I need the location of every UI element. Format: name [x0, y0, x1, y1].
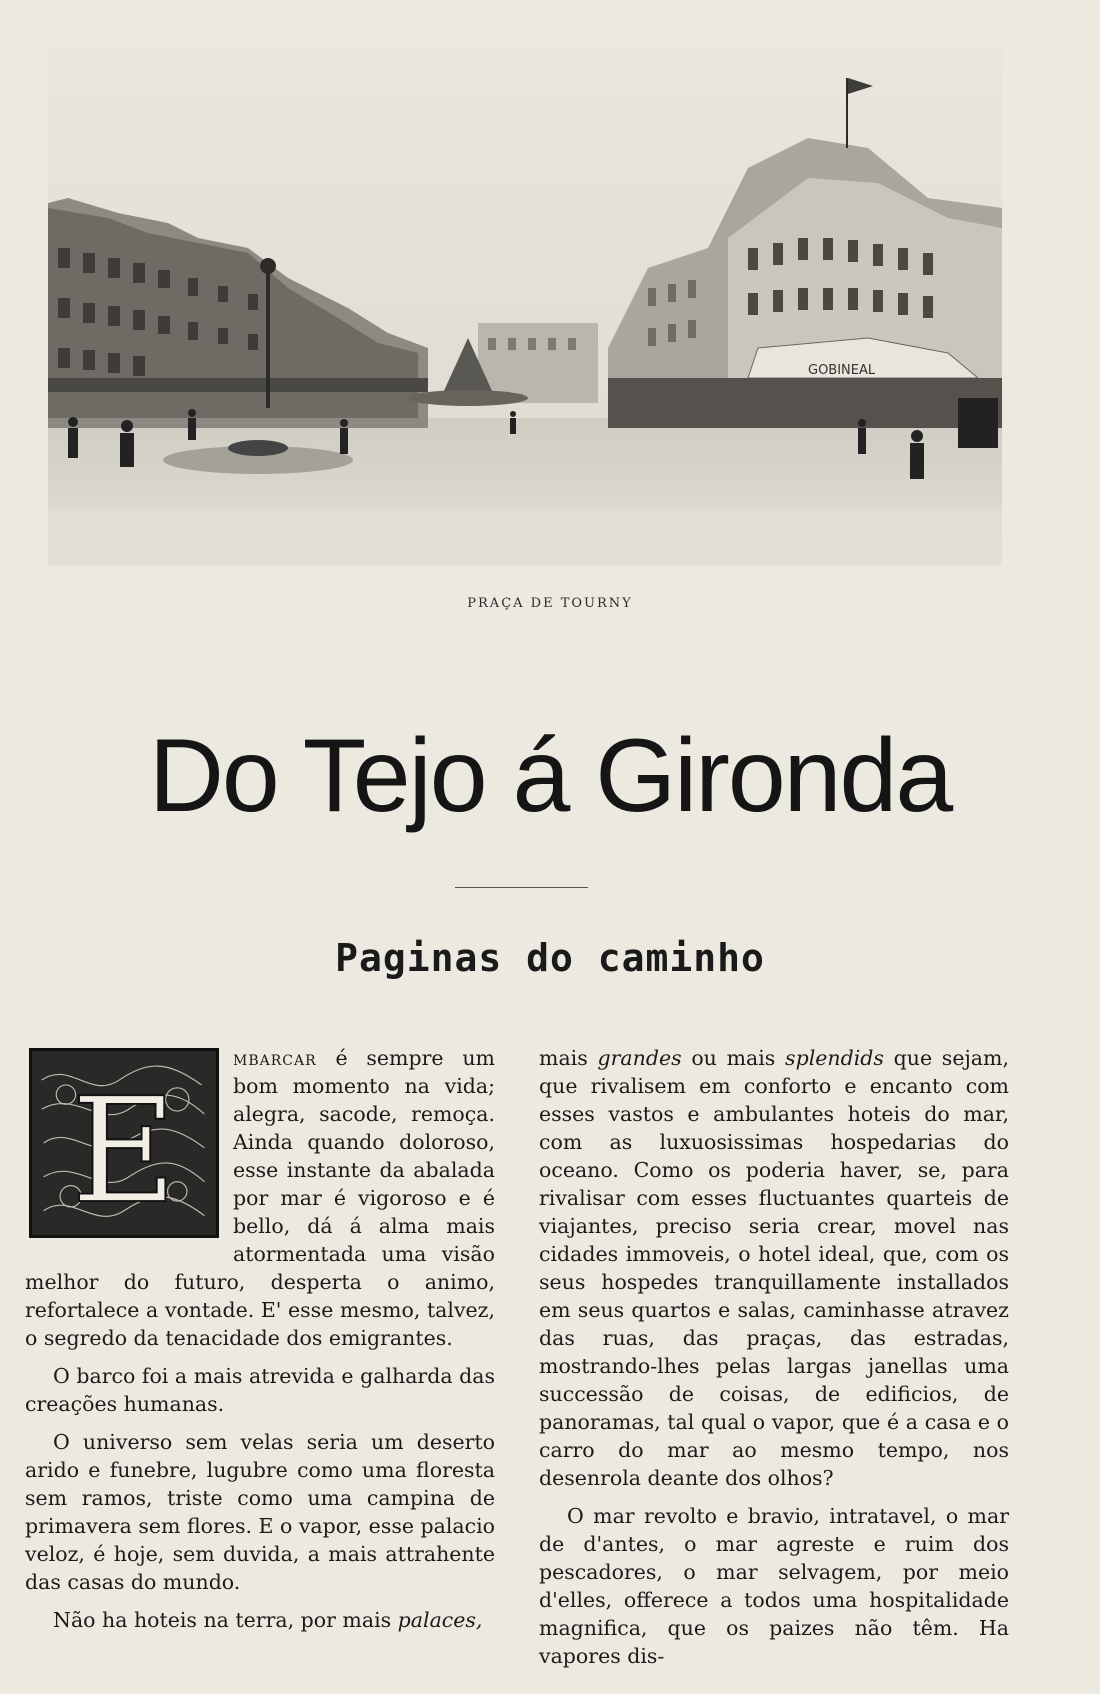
paragraph-4-italic: palaces, — [397, 1608, 483, 1632]
street-photo-illustration — [48, 48, 1002, 566]
photo-caption: PRAÇA DE TOURNY — [467, 596, 633, 611]
street-photo — [48, 48, 1002, 566]
article-subtitle: Paginas do caminho — [335, 936, 765, 980]
paragraph-2: O barco foi a mais atrevida e galharda das creações humanas. — [25, 1364, 495, 1416]
paragraph-4-text: Não ha hoteis na terra, por mais — [53, 1608, 398, 1632]
p5-c: ou mais — [681, 1046, 786, 1070]
paragraph-4 — [25, 1606, 495, 1634]
shop-sign: GOBINEAL — [808, 363, 876, 378]
left-column — [25, 1044, 495, 1634]
dropcap-letter: E — [70, 1067, 178, 1235]
paragraph-1-text: é sempre um bom momento na vida; alegra, sacode, remoça. Ainda quando doloroso, esse instante da abalada por mar é vigoroso e é bello, dá á alma mais atormentada uma visão melhor do futuro, desperta o animo, refortalece a vontade. E' esse mesmo, talvez, o segredo da tenacidade dos emigrantes. — [25, 1046, 495, 1350]
p5-e: que sejam, que rivalisem em conforto e encanto com esses vastos e ambulantes hoteis do mar, com as luxuosissimas hospedarias do oceano. Como os poderia haver, se, para rivalisar com esses fluctuantes quarteis de viajantes, preciso seria crear, movel nas cidades immoveis, o hotel ideal, que, com os seus hospedes tranquillamente installados em seus quartos e salas, caminhasse atravez das ruas, das praças, das estradas, mostrando-lhes pelas largas janellas uma successão de coisas, de edificios, de panoramas, tal qual o vapor, que é a casa e o carro do mar ao mesmo tempo, nos desenrola deante dos olhos? — [539, 1046, 1009, 1490]
paragraph-5 — [539, 1044, 1009, 1492]
paragraph-3: O universo sem velas seria um deserto arido e funebre, lugubre como uma floresta sem ramos, triste como uma campina de primavera sem flores. E o vapor, esse palacio veloz, é hoje, sem duvida, a mais attrahente das casas do mundo. — [25, 1430, 496, 1594]
p5-italic-grandes: grandes — [597, 1046, 682, 1070]
p5-a: mais — [539, 1046, 598, 1070]
title-divider — [455, 887, 588, 888]
paragraph-6: O mar revolto e bravio, intratavel, o mar de d'antes, o mar agreste e ruim dos pescadores, o mar selvagem, por meio d'elles, offerece a todos uma hospitalidade magnifica, que os paizes não têm. Ha vapores dis- — [539, 1504, 1009, 1668]
article-title: Do Tejo á Gironda — [148, 718, 952, 834]
dropcap-ornament — [32, 1051, 216, 1235]
lead-word: mbarcar — [233, 1046, 317, 1070]
right-column — [539, 1044, 1009, 1670]
p5-italic-splendids: splendids — [785, 1046, 884, 1070]
ornamental-dropcap — [29, 1048, 219, 1238]
